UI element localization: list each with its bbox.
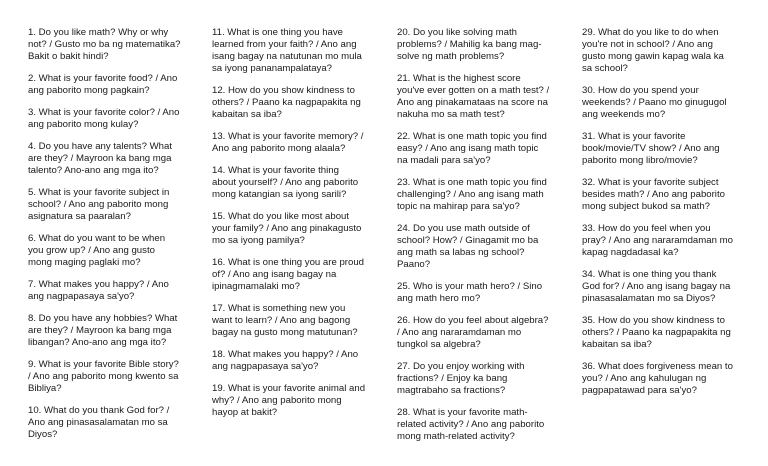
question-21: 21. What is the highest score you've ever gotten on a math test? / Ano ang pinakamataas na score na nakuha mo sa math test? <box>397 73 550 120</box>
question-26: 26. How do you feel about algebra? / Ano ang nararamdaman mo tungkol sa algebra? <box>397 315 549 350</box>
question-column-1 <box>28 27 198 451</box>
question-16: 16. What is one thing you are proud of? / Ano ang isang bagay na ipinagmamalaki mo? <box>212 257 364 292</box>
question-35: 35. How do you show kindness to others? / Paano ka nagpapakita ng kabaitan sa iba? <box>582 315 731 350</box>
question-1: 1. Do you like math? Why or why not? / Gusto mo ba ng matematika? Bakit o bakit hindi? <box>28 27 181 62</box>
question-4: 4. Do you have any talents? What are they? / Mayroon ka bang mga talento? Ano-ano ang mga ito? <box>28 141 172 176</box>
question-33: 33. How do you feel when you pray? / Ano ang nararamdaman mo kapag nagdadasal ka? <box>582 223 733 258</box>
question-19: 19. What is your favorite animal and why? / Ano ang paborito mong hayop at bakit? <box>212 383 366 418</box>
question-18: 18. What makes you happy? / Ano ang nagpapasaya sa'yo? <box>212 349 359 372</box>
question-5: 5. What is your favorite subject in school? / Ano ang paborito mong asignatura sa paaralan? <box>28 187 170 222</box>
question-12: 12. How do you show kindness to others? / Paano ka nagpapakita ng kabaitan sa iba? <box>212 85 361 120</box>
question-11: 11. What is one thing you have learned from your faith? / Ano ang isang bagay na natutunan mo mula sa iyong pananampalataya? <box>212 27 362 74</box>
question-22: 22. What is one math topic you find easy? / Ano ang isang math topic na madali para sa'yo? <box>397 131 547 166</box>
question-17: 17. What is something new you want to learn? / Ano ang bagong bagay na gusto mong matutunan? <box>212 303 358 338</box>
question-column-2 <box>212 27 382 429</box>
question-23: 23. What is one math topic you find challenging? / Ano ang isang math topic na mahirap para sa'yo? <box>397 177 547 212</box>
question-27: 27. Do you enjoy working with fractions? / Enjoy ka bang magtrabaho sa fractions? <box>397 361 525 396</box>
question-8: 8. Do you have any hobbies? What are they? / Mayroon ka bang mga libangan? Ano-ano ang mga ito? <box>28 313 178 348</box>
question-15: 15. What do you like most about your family? / Ano ang pinakagusto mo sa iyong pamilya? <box>212 211 362 246</box>
question-column-4 <box>582 27 752 407</box>
question-30: 30. How do you spend your weekends? / Paano mo ginugugol ang weekends mo? <box>582 85 727 120</box>
question-7: 7. What makes you happy? / Ano ang nagpapasaya sa'yo? <box>28 279 169 302</box>
question-20: 20. Do you like solving math problems? / Mahilig ka bang mag- solve ng math problems? <box>397 27 542 62</box>
question-13: 13. What is your favorite memory? / Ano ang paborito mong alaala? <box>212 131 364 154</box>
question-14: 14. What is your favorite thing about yourself? / Ano ang paborito mong katangian sa iyong sarili? <box>212 165 359 200</box>
question-36: 36. What does forgiveness mean to you? / Ano ang kahulugan ng pagpapatawad para sa'yo? <box>582 361 733 396</box>
question-10: 10. What do you thank God for? / Ano ang pinasasalamatan mo sa Diyos? <box>28 405 170 440</box>
question-24: 24. Do you use math outside of school? How? / Ginagamit mo ba ang math sa labas ng school? Paano? <box>397 223 539 270</box>
question-29: 29. What do you like to do when you're not in school? / Ano ang gusto mong gawin kapag wala ka sa school? <box>582 27 724 74</box>
question-3: 3. What is your favorite color? / Ano ang paborito mong kulay? <box>28 107 180 130</box>
question-28: 28. What is your favorite math- related activity? / Ano ang paborito mong math-related activity? <box>397 407 545 442</box>
question-32: 32. What is your favorite subject besides math? / Ano ang paborito mong subject bukod sa math? <box>582 177 725 212</box>
question-34: 34. What is one thing you thank God for? / Ano ang isang bagay na pinasasalamatan mo sa Diyos? <box>582 269 731 304</box>
question-2: 2. What is your favorite food? / Ano ang paborito mong pagkain? <box>28 73 178 96</box>
question-31: 31. What is your favorite book/movie/TV show? / Ano ang paborito mong libro/movie? <box>582 131 720 166</box>
question-9: 9. What is your favorite Bible story? / Ano ang paborito mong kwento sa Bibliya? <box>28 359 179 394</box>
question-6: 6. What do you want to be when you grow up? / Ano ang gusto mong maging paglaki mo? <box>28 233 166 268</box>
question-column-3 <box>397 27 567 453</box>
question-25: 25. Who is your math hero? / Sino ang math hero mo? <box>397 281 543 304</box>
